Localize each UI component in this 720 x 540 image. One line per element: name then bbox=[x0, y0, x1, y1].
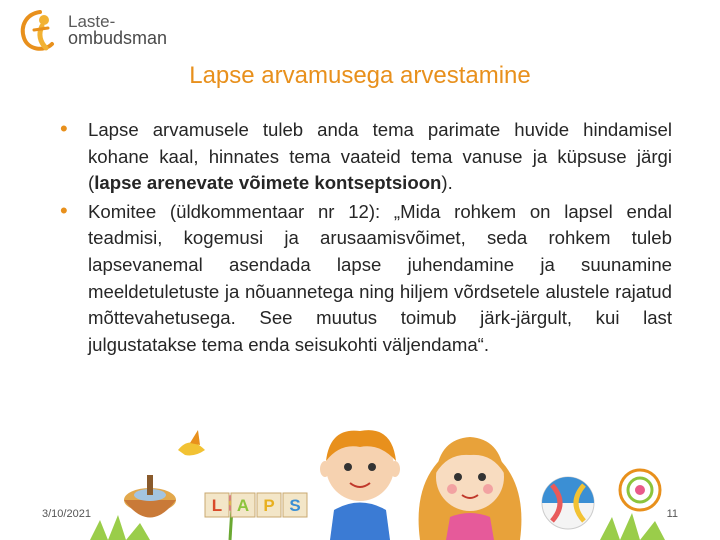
slide-number: 11 bbox=[666, 508, 678, 520]
bullet-dot-icon: • bbox=[60, 197, 68, 223]
bullet-text-part: ). bbox=[441, 172, 453, 194]
logo-text-line2: ombudsman bbox=[68, 28, 168, 48]
girl-figure bbox=[419, 437, 522, 540]
bird-icon bbox=[178, 430, 205, 455]
bullet-dot-icon: • bbox=[60, 116, 68, 141]
letter-block-label: L bbox=[211, 496, 223, 515]
bullet-item bbox=[60, 117, 672, 197]
logo-text-line1: Laste- bbox=[68, 12, 116, 31]
bullet-text: Komitee (üldkommentaar nr 12): „Mida rohkem on lapsel endal teadmisi, kogemusi ja arusaamisvõimet, seda rohkem tuleb lapsevanemal asendada lapse juhendamine ja suunamine meeldetuletuste ja nõuannetega ning hiljem võrdsetele alustele rajatud mõttevahetusega. See muutus toimub järk-järgult, kui last julgustatakse tema enda seisukohti väljendama“. bbox=[88, 200, 672, 355]
slide-content bbox=[60, 117, 672, 358]
slide-title: Lapse arvamusega arvestamine bbox=[189, 62, 531, 89]
child-figure-logo-icon bbox=[18, 8, 62, 54]
spiral-toy-icon bbox=[620, 470, 660, 510]
letter-block-label: S bbox=[289, 496, 301, 515]
bullet-text-part: Lapse arvamusele tuleb anda tema parimate huvide hindamisel kohane kaal, hinnates tema vaateid tema vanuse ja küpsuse järgi ( bbox=[88, 119, 672, 194]
boy-figure bbox=[320, 430, 400, 540]
lasteombudsman-logo bbox=[18, 8, 188, 58]
bullet-text bbox=[88, 117, 672, 197]
spinning-top-icon bbox=[124, 475, 176, 518]
slide-date: 3/10/2021 bbox=[42, 508, 91, 520]
letter-blocks bbox=[205, 493, 307, 517]
children-illustration bbox=[0, 395, 720, 540]
ball-icon bbox=[542, 477, 594, 529]
letter-block-label: P bbox=[263, 496, 275, 515]
bullet-item bbox=[60, 199, 672, 359]
letter-block-label: A bbox=[236, 496, 250, 515]
bullet-bold-text: lapse arenevate võimete kontseptsioon bbox=[94, 172, 442, 194]
